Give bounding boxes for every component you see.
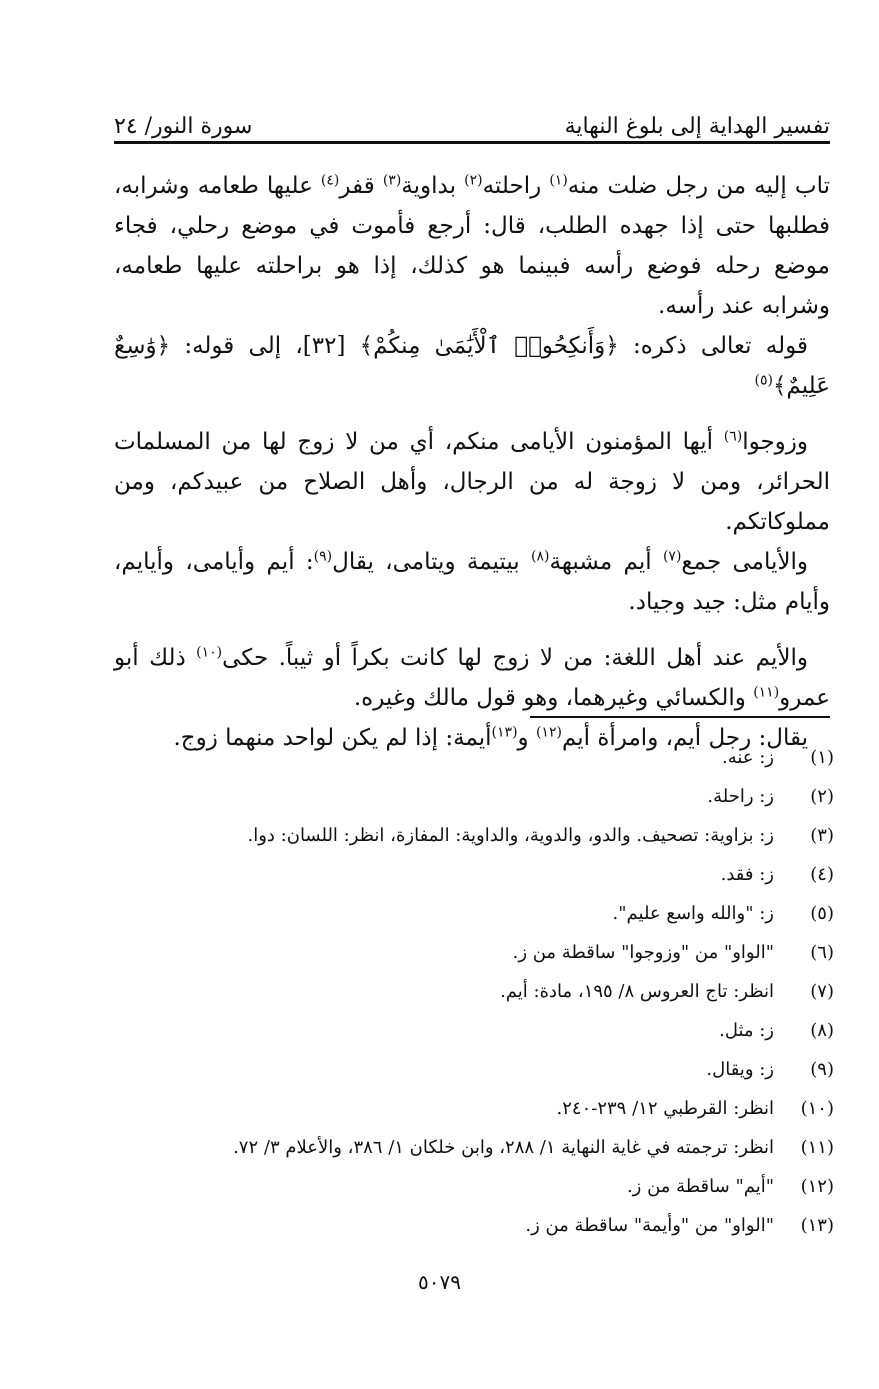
footnote-number: (٨) xyxy=(810,1020,834,1041)
footnote-text: ز: فقد. xyxy=(720,864,774,885)
quran-verse: ﴿وَٰسِعٌ عَلِيمٌ﴾ xyxy=(114,333,830,399)
footnote-number: (٣) xyxy=(810,825,834,846)
quran-verse: ﴿وَأَنكِحُوا۟ ٱلْأَيَٰمَىٰ مِنكُمْ﴾ xyxy=(359,333,619,359)
text-run: أيمة: إذا لم يكن لواحد منهما زوج. xyxy=(173,725,492,751)
footnotes-list xyxy=(114,738,834,1245)
text-run: راحلته xyxy=(482,173,550,199)
text-run: : أيم وأيامى، وأيايم، وأيام مثل: جيد وجياد. xyxy=(114,549,830,615)
text-run: والأيم عند أهل اللغة: من لا زوج لها كانت بكراً أو ثيباً. حكى xyxy=(222,645,808,671)
footnote-number: (٧) xyxy=(810,981,834,1002)
footnote-text: ز: راحلة. xyxy=(707,786,774,807)
footnote-marker: (١٢) xyxy=(535,724,562,741)
footnote-marker: (٧) xyxy=(662,548,682,565)
text-run: ذلك أبو عمرو xyxy=(114,645,830,711)
footnote-marker: (١) xyxy=(549,172,568,189)
footnote-text: ز: بزاوية: تصحيف. والدو، والدوية، والداوية: المفازة، انظر: اللسان: دوا. xyxy=(247,825,774,846)
footnote-number: (٤) xyxy=(810,864,834,885)
footnote-text: ز: مثل. xyxy=(719,1020,774,1041)
footnote-item xyxy=(114,1206,834,1245)
footnote-text: ز: عنه. xyxy=(721,747,774,768)
footnote-number: (١) xyxy=(810,747,834,768)
footnote-divider xyxy=(530,716,830,718)
footnote-marker: (٢) xyxy=(464,172,483,189)
footnote-text: انظر: القرطبي ١٢/ ٢٣٩-٢٤٠. xyxy=(556,1098,774,1119)
footnote-item xyxy=(114,1089,834,1128)
footnote-text: "الواو" من "وزوجوا" ساقطة من ز. xyxy=(512,942,774,963)
footnote-number: (٢) xyxy=(810,786,834,807)
main-text xyxy=(114,166,830,758)
running-header xyxy=(114,104,830,144)
text-run: أيها المؤمنون الأيامى منكم، أي من لا زوج لها من المسلمات الحرائر، ومن لا زوجة له من الرجال، وأهل الصلاح من عبيدكم، ومن مملوكاتكم. xyxy=(114,429,830,535)
text-run: يقال: رجل أيم، وامرأة أيم xyxy=(561,725,808,751)
footnote-item xyxy=(114,972,834,1011)
footnote-number: (١٢) xyxy=(800,1176,834,1197)
footnote-item xyxy=(114,1050,834,1089)
text-run: والكسائي وغيرهما، وهو قول مالك وغيره. xyxy=(353,685,754,711)
paragraph-4 xyxy=(114,542,830,622)
footnote-text: انظر: تاج العروس ٨/ ١٩٥، مادة: أيم. xyxy=(500,981,774,1002)
book-title: تفسير الهداية إلى بلوغ النهاية xyxy=(564,114,830,139)
footnote-number: (١٣) xyxy=(800,1215,834,1236)
footnote-text: "أيم" ساقطة من ز. xyxy=(626,1176,774,1197)
footnote-marker: (١١) xyxy=(753,684,780,701)
text-run: أيم مشبهة xyxy=(549,549,663,575)
paragraph-5 xyxy=(114,638,830,718)
footnote-text: "الواو" من "وأيمة" ساقطة من ز. xyxy=(525,1215,774,1236)
footnote-marker: (٣) xyxy=(382,172,402,189)
footnote-text: ز: ويقال. xyxy=(706,1059,774,1080)
paragraph-2 xyxy=(114,326,830,406)
footnote-item xyxy=(114,738,834,777)
footnote-item xyxy=(114,1011,834,1050)
footnote-item xyxy=(114,894,834,933)
footnote-marker: (٨) xyxy=(531,548,550,565)
footnote-number: (٩) xyxy=(810,1059,834,1080)
footnote-item xyxy=(114,1167,834,1206)
text-run: بيتيمة ويتامى، يقال xyxy=(332,549,532,575)
paragraph-3 xyxy=(114,422,830,542)
footnote-marker: (١٠) xyxy=(196,644,223,661)
text-run: و xyxy=(517,725,536,751)
text-run: قوله تعالى ذكره: xyxy=(618,333,808,359)
footnote-number: (١١) xyxy=(800,1137,834,1158)
footnote-marker: (٤) xyxy=(320,172,340,189)
footnote-number: (٥) xyxy=(810,903,834,924)
text-run: بداوية xyxy=(401,173,465,199)
text-run: قفر xyxy=(339,173,383,199)
footnote-item xyxy=(114,816,834,855)
footnote-marker: (٥) xyxy=(754,372,773,389)
text-run: تاب إليه من رجل ضلت منه xyxy=(567,173,830,199)
footnote-marker: (١٣) xyxy=(491,724,518,741)
footnote-item xyxy=(114,855,834,894)
footnote-number: (١٠) xyxy=(800,1098,834,1119)
surah-reference: سورة النور/ ٢٤ xyxy=(114,114,253,139)
page-number: ٥٠٧٩ xyxy=(418,1270,461,1294)
footnote-text: انظر: ترجمته في غاية النهاية ١/ ٢٨٨، وابن خلكان ١/ ٣٨٦، والأعلام ٣/ ٧٢. xyxy=(233,1137,774,1158)
footnote-text: ز: "والله واسع عليم". xyxy=(612,903,774,924)
footnote-marker: (٦) xyxy=(723,428,743,445)
footnote-item xyxy=(114,777,834,816)
text-run: عليها طعامه وشرابه، فطلبها حتى إذا جهده الطلب، قال: أرجع فأموت في موضع رحلي، فجاء موضع رحله فوضع رأسه فبينما هو كذلك، إذا هو براحلته عليها طعامه، وشرابه عند رأسه. xyxy=(114,173,830,319)
footnote-item xyxy=(114,1128,834,1167)
footnote-item xyxy=(114,933,834,972)
text-run: والأيامى جمع xyxy=(681,549,808,575)
footnote-marker: (٩) xyxy=(313,548,333,565)
paragraph-1 xyxy=(114,166,830,326)
text-run: [٣٢]، إلى قوله: xyxy=(170,333,360,359)
footnote-number: (٦) xyxy=(810,942,834,963)
text-run: وزوجوا xyxy=(742,429,808,455)
